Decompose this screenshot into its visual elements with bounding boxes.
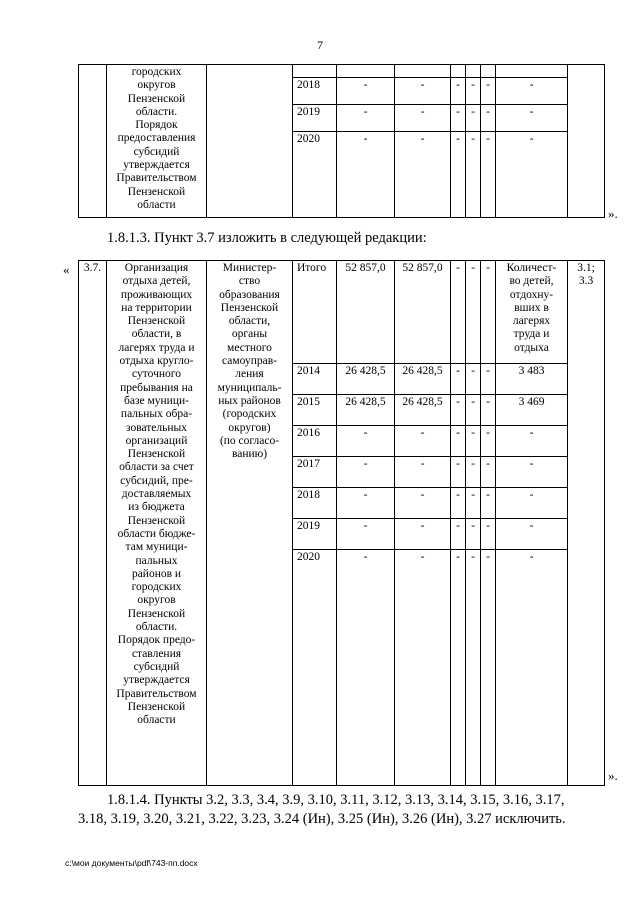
value-cell: - [481, 395, 496, 426]
value-cell: - [466, 550, 481, 786]
value-cell: - [466, 426, 481, 457]
value-cell: - [395, 426, 451, 457]
value-cell: - [481, 519, 496, 550]
indicator-cell: - [496, 488, 568, 519]
value-cell: - [451, 457, 466, 488]
page-number: 7 [317, 38, 323, 52]
link-cell [568, 65, 605, 218]
year-cell: 2014 [293, 364, 337, 395]
year-cell: 2016 [293, 426, 337, 457]
value-cell: - [395, 488, 451, 519]
closing-quote: ». [608, 206, 618, 221]
program-table-continuation [78, 64, 605, 218]
value-cell: 26 428,5 [395, 395, 451, 426]
value-cell: - [395, 519, 451, 550]
executor-cell [207, 65, 293, 218]
value-cell: - [451, 550, 466, 786]
value-cell: - [481, 550, 496, 786]
num-cell [79, 65, 107, 218]
year-cell: 2018 [293, 488, 337, 519]
value-cell: - [395, 457, 451, 488]
paragraph-1-8-1-4-line-2: 3.18, 3.19, 3.20, 3.21, 3.22, 3.23, 3.24 (Ин), 3.25 (Ин), 3.26 (Ин), 3.27 исключить. [78, 811, 566, 827]
description-cell: городских округов Пензенской области. Порядок предоставления субсидий утверждается Правительством Пензенской области [107, 65, 207, 218]
indicator-cell: - [496, 132, 568, 218]
year-cell: 2020 [293, 132, 337, 218]
value-cell: - [395, 132, 451, 218]
indicator-cell: - [496, 78, 568, 105]
value-cell: - [481, 78, 496, 105]
link-cell: 3.1; 3.3 [568, 261, 605, 786]
value-cell: - [395, 105, 451, 132]
value-cell: - [481, 105, 496, 132]
indicator-cell: 3 483 [496, 364, 568, 395]
value-cell: - [451, 132, 466, 218]
value-cell: 26 428,5 [395, 364, 451, 395]
value-cell: - [481, 426, 496, 457]
indicator-cell: - [496, 457, 568, 488]
value-cell: - [337, 132, 395, 218]
indicator-cell: - [496, 519, 568, 550]
value-cell: - [481, 457, 496, 488]
year-cell: Итого [293, 261, 337, 364]
indicator-cell: - [496, 426, 568, 457]
year-cell: 2017 [293, 457, 337, 488]
value-cell: - [395, 78, 451, 105]
value-cell: - [395, 550, 451, 786]
value-cell: - [451, 395, 466, 426]
value-cell: - [466, 488, 481, 519]
value-cell: - [481, 488, 496, 519]
value-cell: - [466, 364, 481, 395]
value-cell: - [466, 519, 481, 550]
value-cell: - [466, 261, 481, 364]
value-cell: - [337, 426, 395, 457]
description-cell: Организация отдыха детей, проживающих на территории Пензенской области, в лагерях труда и отдыха кругло- суточного пребывания на базе муници- пальных обра- зовательных организаций Пензенской области за счет субсидий, пре- доставляемых из бюджета Пензенской области бюдже- там муници- пальных районов и городских округов Пензенской области. Порядок предо- ставления субсидий утверждается Правительством Пензенской области [107, 261, 207, 786]
indicator-cell: - [496, 105, 568, 132]
value-cell: - [466, 457, 481, 488]
footer-file-path: c:\мои документы\pdf\743-пп.docx [65, 858, 198, 868]
value-cell: - [466, 132, 481, 218]
closing-quote: ». [608, 768, 618, 783]
paragraph-1-8-1-3: 1.8.1.3. Пункт 3.7 изложить в следующей редакции: [107, 230, 427, 246]
value-cell: 26 428,5 [337, 395, 395, 426]
value-cell: - [451, 426, 466, 457]
value-cell: - [451, 105, 466, 132]
value-cell: - [481, 261, 496, 364]
value-cell: - [466, 395, 481, 426]
value-cell: - [337, 78, 395, 105]
value-cell: 52 857,0 [337, 261, 395, 364]
indicator-cell: 3 469 [496, 395, 568, 426]
value-cell: - [337, 457, 395, 488]
value-cell: 26 428,5 [337, 364, 395, 395]
value-cell: - [466, 105, 481, 132]
indicator-cell: Количест- во детей, отдохну- вших в лагерях труда и отдыха [496, 261, 568, 364]
value-cell: - [337, 519, 395, 550]
value-cell: - [451, 364, 466, 395]
year-cell: 2018 [293, 78, 337, 105]
executor-cell: Министер- ство образования Пензенской области, органы местного самоуправ- ления муниципаль- ных районов (городских округов) (по согласо- ванию) [207, 261, 293, 786]
value-cell: - [481, 364, 496, 395]
program-table-item-3-7 [78, 260, 605, 786]
year-cell: 2020 [293, 550, 337, 786]
item-number-cell: 3.7. [79, 261, 107, 786]
indicator-cell: - [496, 550, 568, 786]
year-cell: 2019 [293, 105, 337, 132]
value-cell: - [337, 105, 395, 132]
year-cell: 2019 [293, 519, 337, 550]
value-cell: - [466, 78, 481, 105]
value-cell: - [481, 132, 496, 218]
value-cell: - [337, 488, 395, 519]
value-cell: - [451, 519, 466, 550]
year-cell: 2015 [293, 395, 337, 426]
value-cell: 52 857,0 [395, 261, 451, 364]
value-cell: - [337, 550, 395, 786]
value-cell: - [451, 78, 466, 105]
opening-quote: « [63, 262, 70, 277]
value-cell: - [451, 261, 466, 364]
paragraph-1-8-1-4-line-1: 1.8.1.4. Пункты 3.2, 3.3, 3.4, 3.9, 3.10, 3.11, 3.12, 3.13, 3.14, 3.15, 3.16, 3.17, [107, 792, 565, 808]
value-cell: - [451, 488, 466, 519]
